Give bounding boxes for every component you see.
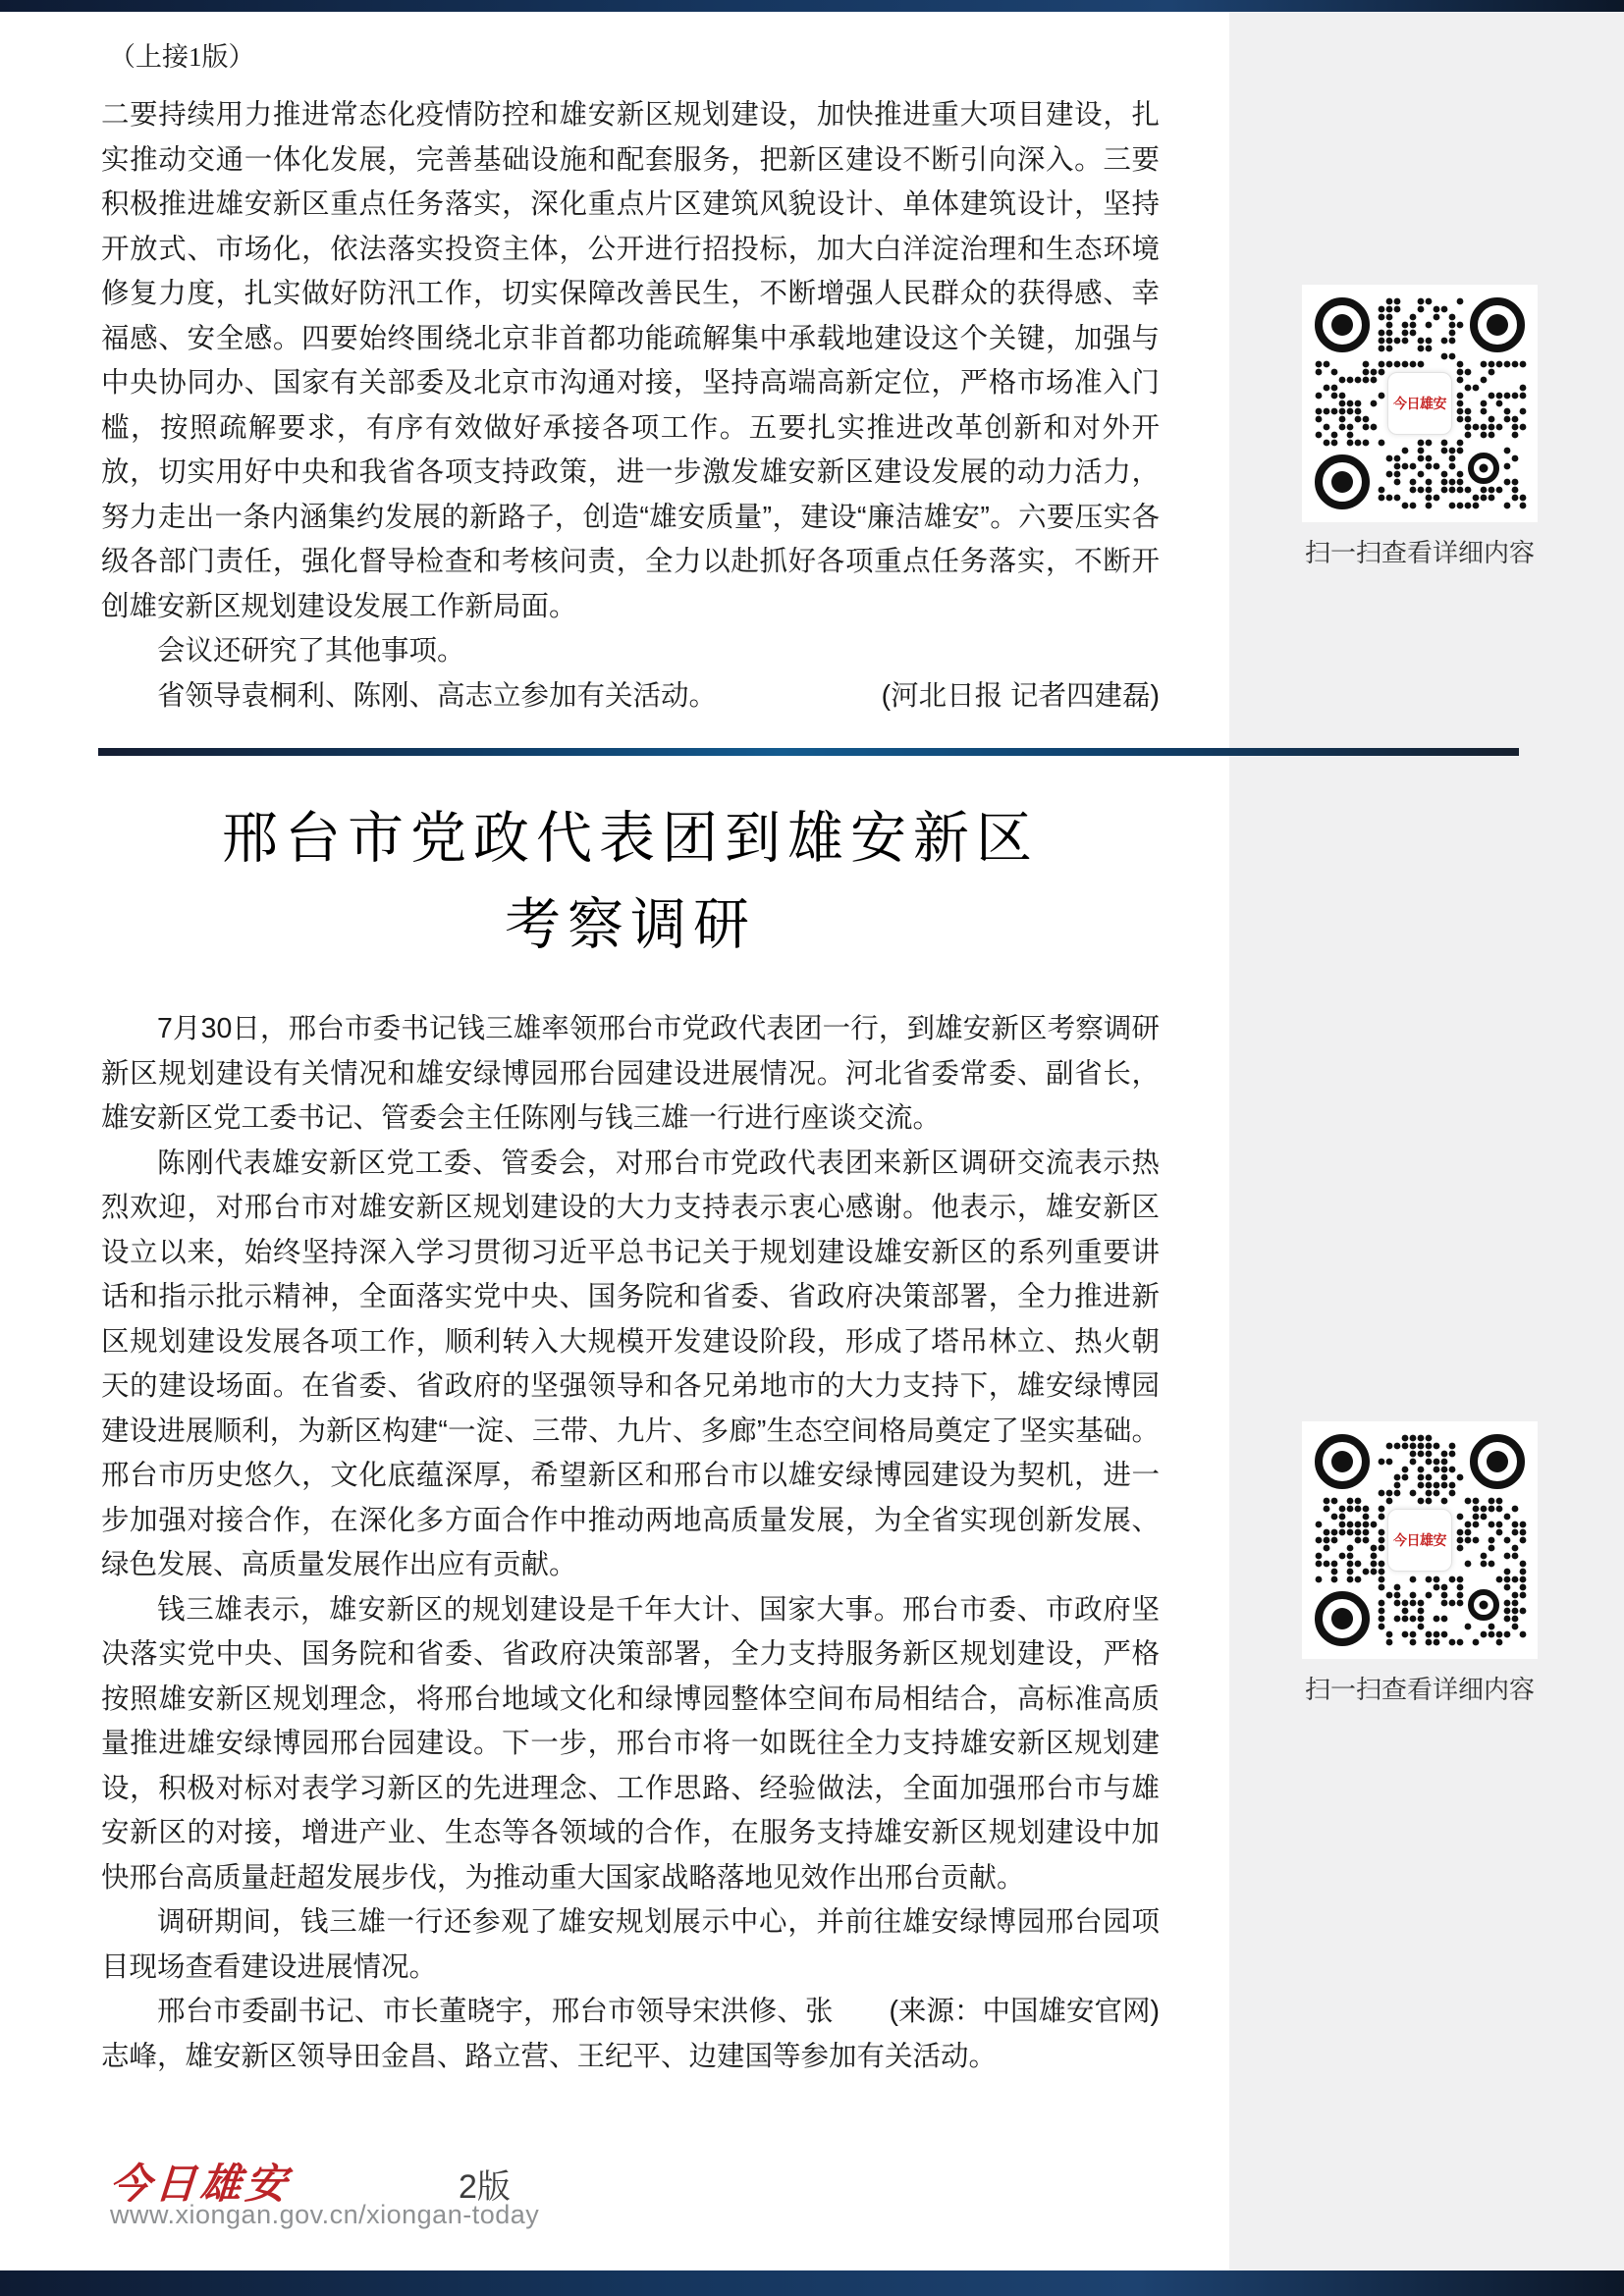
article-2-body [101,1007,1160,2079]
article-1-paragraph: 二要持续用力推进常态化疫情防控和雄安新区规划建设，加快推进重大项目建设，扎实推动交通一体化发展，完善基础设施和配套服务，把新区建设不断引向深入。三要积极推进雄安新区重点任务落实，深化重点片区建筑风貌设计、单体建筑设计，坚持开放式、市场化，依法落实投资主体，公开进行招投标，加大白洋淀治理和生态环境修复力度，扎实做好防汛工作，切实保障改善民生，不断增强人民群众的获得感、幸福感、安全感。四要始终围绕北京非首都功能疏解集中承载地建设这个关键，加强与中央协同办、国家有关部委及北京市沟通对接，坚持高端高新定位，严格市场准入门槛，按照疏解要求，有序有效做好承接各项工作。五要扎实推进改革创新和对外开放，切实用好中央和我省各项支持政策，进一步激发雄安新区建设发展的动力活力，努力走出一条内涵集约发展的新路子，创造“雄安质量”，建设“廉洁雄安”。六要压实各级各部门责任，强化督导检查和考核问责，全力以赴抓好各项重点任务落实，不断开创雄安新区规划建设发展工作新局面。 [101,99,1160,622]
qr-caption-top: 扫一扫查看详细内容 [1304,538,1535,567]
qr-code-bottom [1302,1421,1538,1659]
section-divider-rule [98,748,1519,756]
headline-line-1: 邢台市党政代表团到雄安新区 [222,807,1039,870]
article-2-paragraph [101,1990,1160,2079]
article-1-body [101,93,1160,719]
qr-caption-bottom: 扫一扫查看详细内容 [1304,1675,1535,1704]
qr-center-logo: 今日雄安 [1387,1509,1452,1572]
article-2-byline: (来源：中国雄安官网) [889,1996,1160,2027]
qr-code-top [1302,285,1538,522]
footer-page-number: 2版 [459,2168,511,2206]
article-2-paragraph: 调研期间，钱三雄一行还参观了雄安规划展示中心，并前往雄安绿博园邢台园项目现场查看建设进展情况。 [101,1906,1160,1983]
article-1-paragraph [101,674,1160,720]
bottom-accent-bar [0,2270,1624,2296]
article-1-paragraph: 会议还研究了其他事项。 [157,635,465,667]
article-2-paragraph: 7月30日，邢台市委书记钱三雄率领邢台市党政代表团一行，到雄安新区考察调研新区规划建设有关情况和雄安绿博园邢台园建设进展情况。河北省委常委、副省长，雄安新区党工委书记、管委会主任陈刚与钱三雄一行进行座谈交流。 [101,1013,1160,1134]
top-accent-bar [0,0,1624,12]
article-2-closing-line: 邢台市委副书记、市长董晓宇，邢台市领导宋洪修、张志峰，雄安新区领导田金昌、路立营、王纪平、边建国等参加有关活动。 [101,1996,998,2072]
qr-center-logo: 今日雄安 [1387,372,1452,435]
article-2-paragraph: 陈刚代表雄安新区党工委、管委会，对邢台市党政代表团来新区调研交流表示热烈欢迎，对邢台市对雄安新区规划建设的大力支持表示衷心感谢。他表示，雄安新区设立以来，始终坚持深入学习贯彻习近平总书记关于规划建设雄安新区的系列重要讲话和指示批示精神，全面落实党中央、国务院和省委、省政府决策部署，全力推进新区规划建设发展各项工作，顺利转入大规模开发建设阶段，形成了塔吊林立、热火朝天的建设场面。在省委、省政府的坚强领导和各兄弟地市的大力支持下，雄安绿博园建设进展顺利，为新区构建“一淀、三带、九片、多廊”生态空间格局奠定了坚实基础。邢台市历史悠久，文化底蕴深厚，希望新区和邢台市以雄安绿博园建设为契机，进一步加强对接合作，在深化多方面合作中推动两地高质量发展，为全省实现创新发展、绿色发展、高质量发展作出应有贡献。 [101,1147,1160,1580]
article-1-byline: (河北日报 记者四建磊) [881,679,1160,712]
footer-masthead-logo: 今日雄安 [108,2163,293,2208]
footer-website-url: www.xiongan.gov.cn/xiongan-today [110,2200,540,2229]
article-1-closing-line: 省领导袁桐利、陈刚、高志立参加有关活动。 [157,679,718,712]
continued-from-note: （上接1版） [109,42,255,72]
article-2-paragraph: 钱三雄表示，雄安新区的规划建设是千年大计、国家大事。邢台市委、市政府坚决落实党中央、国务院和省委、省政府决策部署，全力支持服务新区规划建设，严格按照雄安新区规划理念，将邢台地域文化和绿博园整体空间布局相结合，高标准高质量推进雄安绿博园邢台园建设。下一步，邢台市将一如既往全力支持雄安新区规划建设，积极对标对表学习新区的先进理念、工作思路、经验做法，全面加强邢台市与雄安新区的对接，增进产业、生态等各领域的合作，在服务支持雄安新区规划建设中加快邢台高质量赶超发展步伐，为推动重大国家战略落地见效作出邢台贡献。 [101,1593,1160,1894]
headline-line-2: 考察调研 [505,893,756,956]
article-2-headline [101,795,1160,968]
